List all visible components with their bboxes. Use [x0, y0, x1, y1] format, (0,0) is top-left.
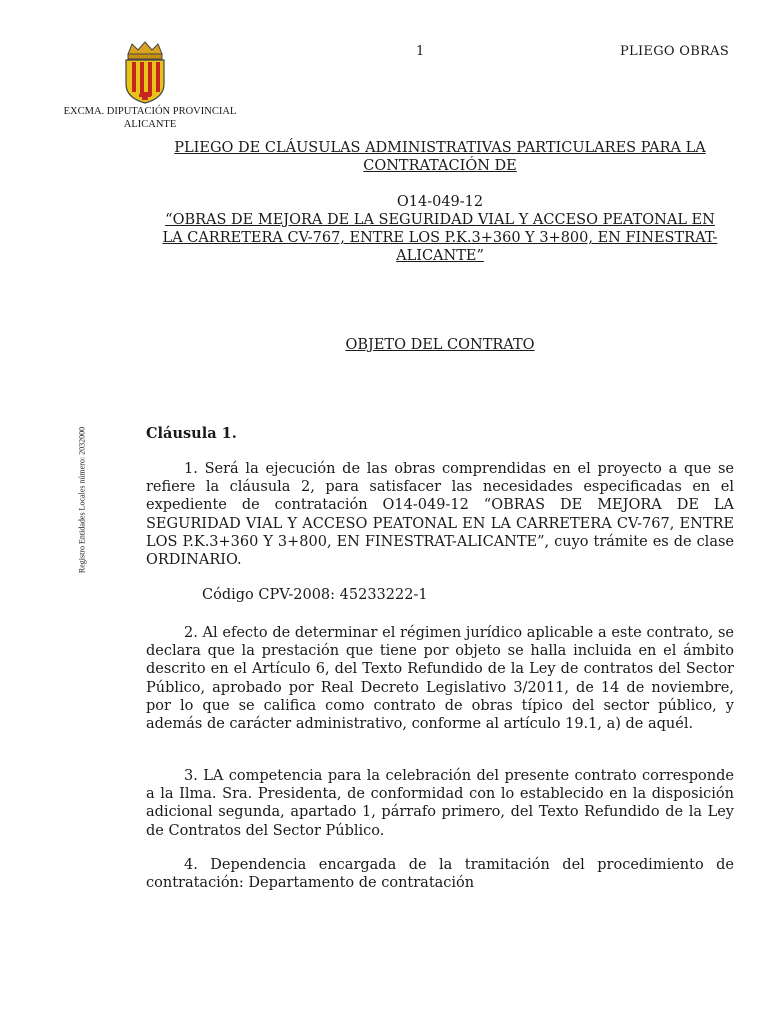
title-line-2: CONTRATACIÓN DE — [363, 158, 517, 174]
document-title — [146, 139, 734, 265]
cpv-code: Código CPV-2008: 45233222-1 — [202, 587, 428, 603]
coat-of-arms-icon — [120, 40, 170, 104]
title-line-1: PLIEGO DE CLÁUSULAS ADMINISTRATIVAS PARTICULARES PARA LA — [174, 140, 706, 156]
title-line-4: LA CARRETERA CV-767, ENTRE LOS P.K.3+360 Y 3+800, EN FINESTRAT- — [162, 230, 718, 246]
title-line-5: ALICANTE” — [396, 248, 484, 264]
paragraph-2: 2. Al efecto de determinar el régimen jurídico aplicable a este contrato, se declara que la prestación que tiene por objeto se halla incluida en el ámbito descrito en el Artículo 6, del Texto Refundido de la Ley de contratos del Sector Público, aprobado por Real Decreto Legislativo 3/2011, de 14 de noviembre, por lo que se califica como contrato de obras típico del sector público, y además de carácter administrativo, conforme al artículo 19.1, a) de aquél. — [146, 625, 734, 733]
registry-note-text: Registro Entidades Locales número: 2032000 — [77, 426, 87, 574]
document-label: PLIEGO OBRAS — [620, 44, 730, 59]
paragraph-1: 1. Será la ejecución de las obras comprendidas en el proyecto a que se refiere la cláusula 2, para satisfacer las necesidades especificadas en el expediente de contratación O14-049-12 “OBRAS DE MEJORA DE LA SEGURIDAD VIAL Y ACCESO PEATONAL EN LA CARRETERA CV-767, ENTRE LOS P.K.3+360 Y 3+800, EN FINESTRAT-ALICANTE”, cuyo trámite es de clase ORDINARIO. — [146, 461, 734, 569]
section-heading: OBJETO DEL CONTRATO — [345, 337, 535, 353]
paragraph-3: 3. LA competencia para la celebración del presente contrato corresponde a la Ilma. Sra. Presidenta, de conformidad con lo establecido en la disposición adicional segunda, apartado 1, párrafo primero, del Texto Refundido de la Ley de Contratos del Sector Público. — [146, 768, 734, 839]
registry-side-note — [72, 425, 92, 575]
expedient-code: O14-049-12 — [396, 194, 484, 210]
title-line-3: “OBRAS DE MEJORA DE LA SEGURIDAD VIAL Y ACCESO PEATONAL EN — [165, 212, 715, 228]
organization-name — [40, 105, 260, 131]
org-line-1: EXCMA. DIPUTACIÓN PROVINCIAL — [63, 106, 237, 117]
org-line-2: ALICANTE — [123, 119, 177, 130]
page-number: 1 — [416, 44, 425, 59]
clause-title: Cláusula 1. — [146, 425, 237, 442]
paragraph-4: 4. Dependencia encargada de la tramitación del procedimiento de contratación: Departamento de contratación — [146, 857, 734, 892]
